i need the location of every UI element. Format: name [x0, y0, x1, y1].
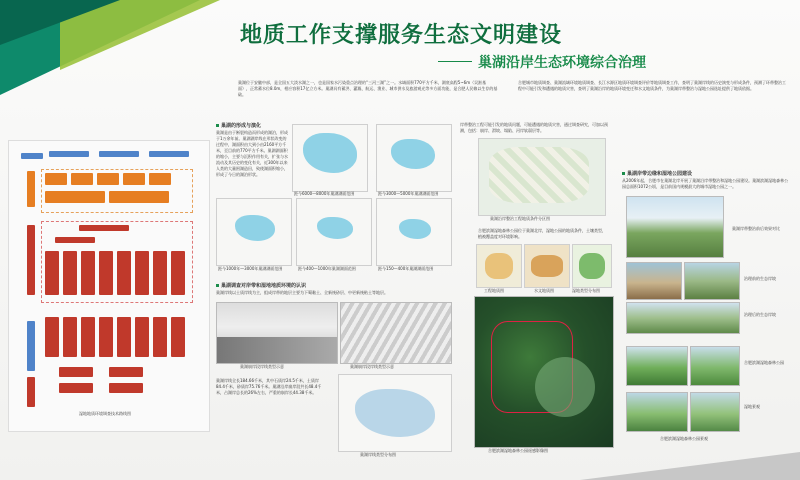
- survey-text: 巢湖岸线以土质岸线为主，组成岸带的地层主要为下蜀黏土、全新统砂层、中更新统粘土等地层。: [216, 290, 388, 295]
- engineering-map: [476, 244, 522, 288]
- wetland-type-caption: 湿地类型分布图: [572, 288, 600, 293]
- evolution-heading: 巢湖的形成与演化: [216, 122, 261, 129]
- flow-r4-6: [135, 251, 149, 295]
- flowchart-caption: 湿地地质环境调查技术路线图: [79, 411, 131, 416]
- flow-start: [21, 153, 43, 159]
- evolution-map-4: [296, 198, 372, 266]
- flow-r5-6: [135, 317, 149, 357]
- evolution-map-5-caption: 距今150—400年巢湖湖面范围: [378, 266, 434, 271]
- flow-r6-2: [109, 367, 143, 377]
- flow-r6-3: [59, 383, 93, 393]
- wetland-caption-4: 合肥滨湖湿地森林公园: [744, 360, 784, 365]
- flow-r3-2: [79, 225, 129, 231]
- survey-caption-2: 巢湖崩岸段岸线类型示意: [350, 364, 394, 369]
- flow-side-3: [27, 321, 35, 371]
- flow-r1-2: [99, 151, 139, 157]
- flow-r4-4: [99, 251, 113, 295]
- shore-map: [338, 374, 452, 452]
- dark-green-decoration: [0, 0, 120, 45]
- evolution-map-1-caption: 距今6000—8000年巢湖湖面范围: [294, 191, 355, 196]
- flowchart-panel: [8, 140, 210, 432]
- flow-r4-8: [171, 251, 185, 295]
- survey-caption-1: 巢湖崩岸段岸线类型示意: [240, 364, 284, 369]
- middle-text2: 合肥滨湖湿地森林公园位于巢湖北岸，湿地公园的地质条件，土壤类型，植被覆盖度对环境影响。: [478, 228, 606, 239]
- flow-r5-5: [117, 317, 131, 357]
- wetland-photo-6: [690, 346, 740, 386]
- wetland-photo-8: [690, 392, 740, 432]
- intro-right-text: 合肥城市地质调查、巢湖流域环境地质调查、长江水源区地质环境调查评价等地质调查工作，查明了巢湖岸线的历史演变与形成条件，预测了环带整治工程中可能引发和遭遇的地质灾害，查明了巢湖沿岸的地质环境变迁和水文地质条件，为巢湖岸带整治与湿地公园选址提供了地质依据。: [518, 80, 786, 91]
- intro-text: 巢湖位于安徽中部，是全国五大淡水湖之一，也是国家水污染重点治理的“三河三湖”之一。水域面积770平方千米，湖底高程5~6m（吴淞基面），正常蓄水位8.0m，相应容积17亿立方米。巢湖具有蓄洪、灌溉、航运、渔业、城市供水及旅游观光等多方面功能，是合肥人民赖以生存的基础。: [238, 80, 498, 97]
- flow-r4-1: [45, 251, 59, 295]
- flow-r5-8: [171, 317, 185, 357]
- wetland-photo-1: [626, 196, 724, 258]
- evolution-map-2-caption: 距今3000—5000年巢湖湖面范围: [378, 191, 439, 196]
- middle-zoning-caption: 巢湖沿岸整治工程地质条件分区图: [490, 216, 550, 221]
- flow-r1-1: [49, 151, 89, 157]
- flow-side-2: [27, 225, 35, 295]
- flow-r6-4: [109, 383, 143, 393]
- flow-r2-6: [45, 191, 105, 203]
- flow-r5-7: [153, 317, 167, 357]
- wetland-photo-7: [626, 392, 688, 432]
- middle-zoning-map: [478, 138, 606, 216]
- shore-text: 巢湖岸线全长184.66千米，其中石质岸24.5千米，土质岸84.4千米，砂质岸75.76千米。巢湖沿岸崩岸段共长48.4千米，占湖岸总长的26%左右，严重的崩岸长44.38千米。: [216, 378, 322, 395]
- flow-r3-3: [55, 237, 95, 243]
- flow-r5-2: [63, 317, 77, 357]
- wetland-photo-3: [684, 262, 740, 300]
- middle-text: 岸带整治工程可能引发的地质问题，可能遭遇的地质灾害，通过调查研究，可加以预测，包括：崩岸、滑坡、塌陷、河岸软弱层等。: [460, 122, 608, 133]
- flow-r6-1: [59, 367, 93, 377]
- wetland-photo-5: [626, 346, 688, 386]
- wetland-photo-4: [626, 302, 740, 334]
- wetland-text: 从2006年起，合肥市在巢湖北岸开展了巢湖沿岸带整治和湿地公园建设。巢湖滨湖湿地森林公园总面积1072公顷，是目前国内规模最大的城市湿地公园之一。: [622, 178, 789, 189]
- wetland-caption-5: 湿地景观: [744, 404, 760, 409]
- wetland-type-map: [572, 244, 612, 288]
- poster-subtitle: 巢湖沿岸生态环境综合治理: [478, 55, 646, 71]
- flow-r2-1: [45, 173, 67, 185]
- survey-diagram-2: [340, 302, 452, 364]
- grey-decoration: [580, 452, 800, 480]
- flow-r5-4: [99, 317, 113, 357]
- flow-r4-2: [63, 251, 77, 295]
- evolution-map-4-caption: 距今400—1000年巢湖湖面范围: [298, 266, 356, 271]
- survey-diagram-1: [216, 302, 338, 364]
- flow-side-1: [27, 171, 35, 207]
- flow-r2-2: [71, 173, 93, 185]
- engineering-caption: 工程地质图: [484, 288, 504, 293]
- wetland-caption-3: 治理后的生态岸坡: [744, 312, 776, 317]
- shore-caption: 巢湖岸线类型分布图: [360, 452, 396, 457]
- subtitle-line: [438, 61, 472, 62]
- flow-r4-7: [153, 251, 167, 295]
- flow-r3-1: [109, 191, 169, 203]
- wetland-caption-1: 巢湖岸带整治前后效果对比: [732, 226, 780, 231]
- survey-heading: 巢湖调查对岸带和湿地地质环境的认识: [216, 282, 306, 289]
- evolution-map-5: [376, 198, 452, 266]
- flow-r2-4: [123, 173, 145, 185]
- flow-r5-3: [81, 317, 95, 357]
- satellite-image: [474, 296, 614, 448]
- wetland-photo-2: [626, 262, 682, 300]
- hydro-map: [524, 244, 570, 288]
- evolution-map-3-caption: 距今1000年—3000年巢湖湖面范围: [218, 266, 283, 271]
- evolution-map-3: [216, 198, 292, 266]
- evolution-map-1: [292, 124, 368, 192]
- flow-side-4: [27, 377, 35, 407]
- flow-r4-3: [81, 251, 95, 295]
- flow-r2-5: [149, 173, 171, 185]
- poster-title: 地质工作支撑服务生态文明建设: [240, 23, 563, 48]
- wetland-caption-6: 合肥滨湖湿地森林公园景观: [660, 436, 708, 441]
- flow-r2-3: [97, 173, 119, 185]
- evolution-map-2: [376, 124, 452, 192]
- flow-r1-3: [149, 151, 189, 157]
- wetland-heading: 巢湖岸带边缘和湿地公园建设: [622, 170, 692, 177]
- flow-r4-5: [117, 251, 131, 295]
- flow-r5-1: [45, 317, 59, 357]
- evolution-text: 巢湖是由于断裂构造而形成的湖泊，形成于1万余年前。巢湖湖岸线在形状改变的过程中，湖面积由大到小由2160平方千米，至目前的770平方千米。巢湖湖面积的缩小，主要与沉积作用有关，扩张与水流动及其历史的变化有关，近300年以来人类的大量围湖造田，致使湖面积缩小，形成了今日的湖泊形状。: [216, 130, 288, 177]
- satellite-caption: 合肥滨湖湿地森林公园遥感影像图: [488, 448, 548, 453]
- hydro-caption: 水文地质图: [534, 288, 554, 293]
- wetland-caption-2: 治理前的生态岸坡: [744, 276, 776, 281]
